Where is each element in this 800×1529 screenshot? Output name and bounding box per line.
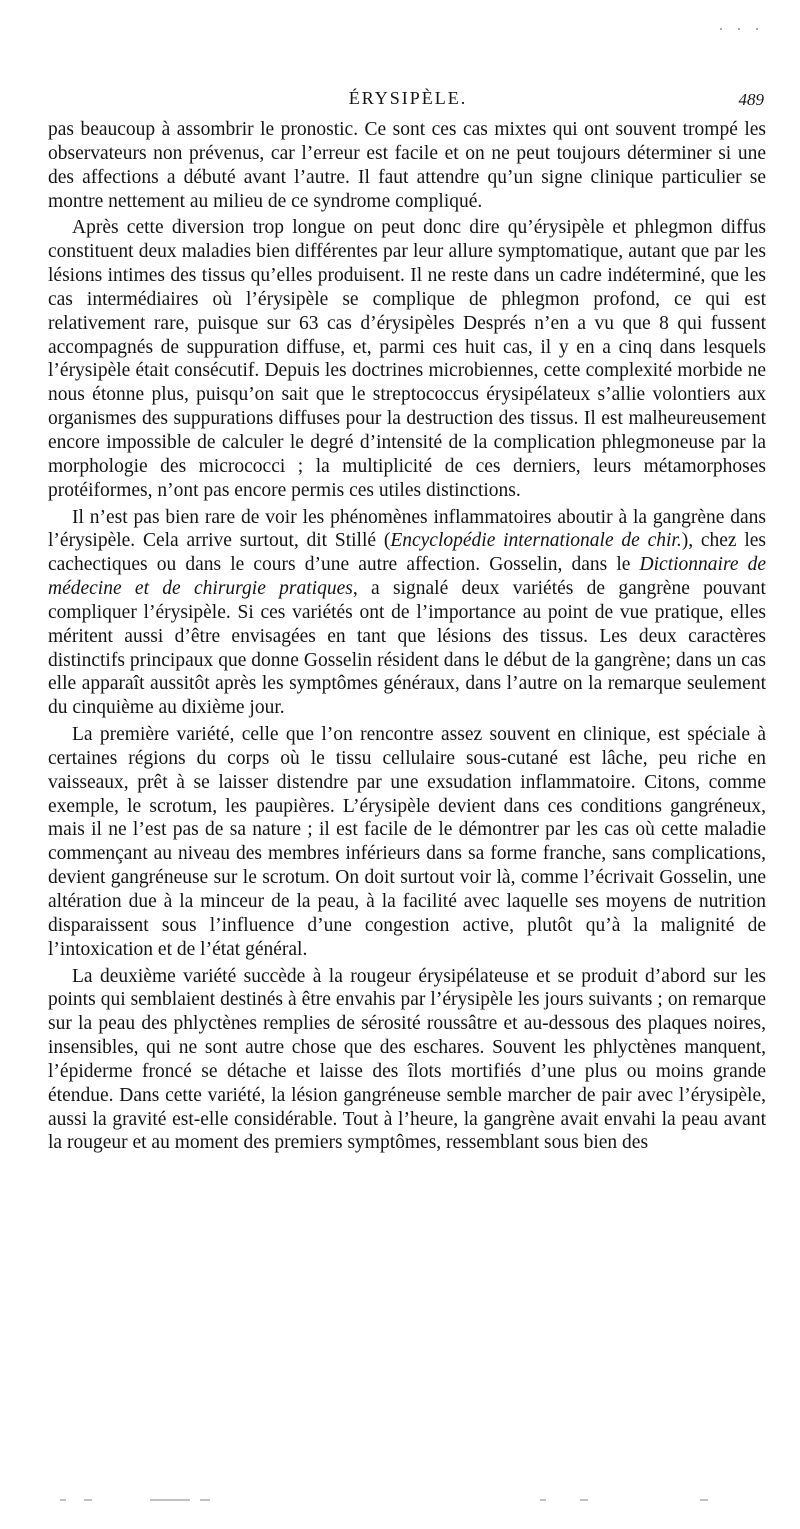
scan-footer-marks	[60, 1499, 740, 1503]
paragraph-gangrene-text-2: ), chez les cachectiques ou dans le cours d’une autre affection. Gosselin, dans le	[48, 530, 766, 576]
paragraph-gangrene-text-1: Il n’est pas bien rare de voir les phénomènes inflammatoires aboutir à la gangrène dans l’érysipèle. Cela arrive surtout, dit Stillé (	[48, 506, 766, 552]
citation-encyclopedie: Encyclopédie internationale de chir.	[390, 530, 682, 552]
paragraph-gangrene	[48, 506, 766, 721]
page-header	[48, 88, 768, 114]
paragraph-gangrene-text-3: , a signalé deux variétés de gangrène pouvant compliquer l’érysipèle. Si ces variétés ont de l’importance au point de vue pratique, elles méritent aussi d’être envisagées en tant que lésions des tissus. Les deux caractères distinctifs principaux que donne Gosselin résident dans le début de la gangrène; dans un cas elle apparaît aussitôt après les symptômes généraux, dans l’autre on la remarque seulement du cinquième au dixième jour.	[48, 578, 766, 719]
paragraph-first-variety: La première variété, celle que l’on rencontre assez souvent en clinique, est spéciale à certaines régions du corps où le tissu cellulaire sous-cutané est lâche, peu riche en vaisseaux, prêt à se laisser distendre par une exsudation inflammatoire. Citons, comme exemple, le scrotum, les paupières. L’érysipèle devient dans ces conditions gangréneux, mais il ne l’est pas de sa nature ; il est facile de le démontrer par les cas où cette maladie commençant au niveau des membres inférieurs dans sa forme franche, sans complications, devient gangréneuse sur le scrotum. On doit surtout voir là, comme l’écrivait Gosselin, une altération due à la minceur de la peau, à la facilité avec laquelle ses moyens de nutrition disparaissent sous l’influence d’une congestion active, plutôt qu’à la malignité de l’intoxication et de l’état général.	[48, 724, 766, 960]
scan-specks	[720, 28, 760, 32]
citation-dictionnaire: Dictionnaire de médecine et de chirurgie pratiques	[48, 554, 766, 600]
body-text	[48, 118, 766, 1158]
page-number: 489	[738, 90, 764, 109]
running-title: ÉRYSIPÈLE.	[348, 88, 468, 108]
paragraph-second-variety: La deuxième variété succède à la rougeur érysipélateuse et se produit d’abord sur les points qui semblaient destinés à être envahis par l’érysipèle les jours suivants ; on remarque sur la peau des phlyctènes remplies de sérosité roussâtre et au-dessous des plaques noires, insensibles, qui ne sont autre chose que des eschares. Souvent les phlyctènes manquent, l’épiderme froncé se détache et laisse des îlots mortifiés d’une plus ou moins grande étendue. Dans cette variété, la lésion gangréneuse semble marcher de pair avec l’érysipèle, aussi la gravité est-elle considérable. Tout à l’heure, la gangrène avait envahi la peau avant la rougeur et au moment des premiers symptômes, ressemblant sous bien des	[48, 965, 766, 1154]
paragraph-diversion: Après cette diversion trop longue on peut donc dire qu’érysipèle et phlegmon diffus constituent deux maladies bien différentes par leur allure symptomatique, autant que par les lésions intimes des tissus qu’elles produisent. Il ne reste dans un cadre indéterminé, que les cas intermédiaires où l’érysipèle se complique de phlegmon profond, ce qui est relativement rare, puisque sur 63 cas d’érysipèles Després n’en a vu que 8 qui fussent accompagnés de suppuration diffuse, et, parmi ces huit cas, il y en a cinq dans lesquels l’érysipèle était consécutif. Depuis les doctrines microbiennes, cette complexité morbide ne nous étonne plus, puisqu’on sait que le streptococcus érysipélateux s’allie volontiers aux organismes des suppurations diffuses pour la destruction des tissus. Il est malheureusement encore impossible de calculer le degré d’intensité de la complication phlegmoneuse par la morphologie des micrococci ; la multiplicité de ces derniers, leurs métamorphoses protéiformes, n’ont pas encore permis ces utiles distinctions.	[48, 217, 766, 501]
paragraph-continuation: pas beaucoup à assombrir le pronostic. Ce sont ces cas mixtes qui ont souvent trompé les observateurs non prévenus, car l’erreur est facile et on ne peut toujours déterminer si une des affections a débuté avant l’autre. Il faut attendre qu’un signe clinique particulier se montre nettement au milieu de ce syndrome compliqué.	[48, 119, 766, 212]
